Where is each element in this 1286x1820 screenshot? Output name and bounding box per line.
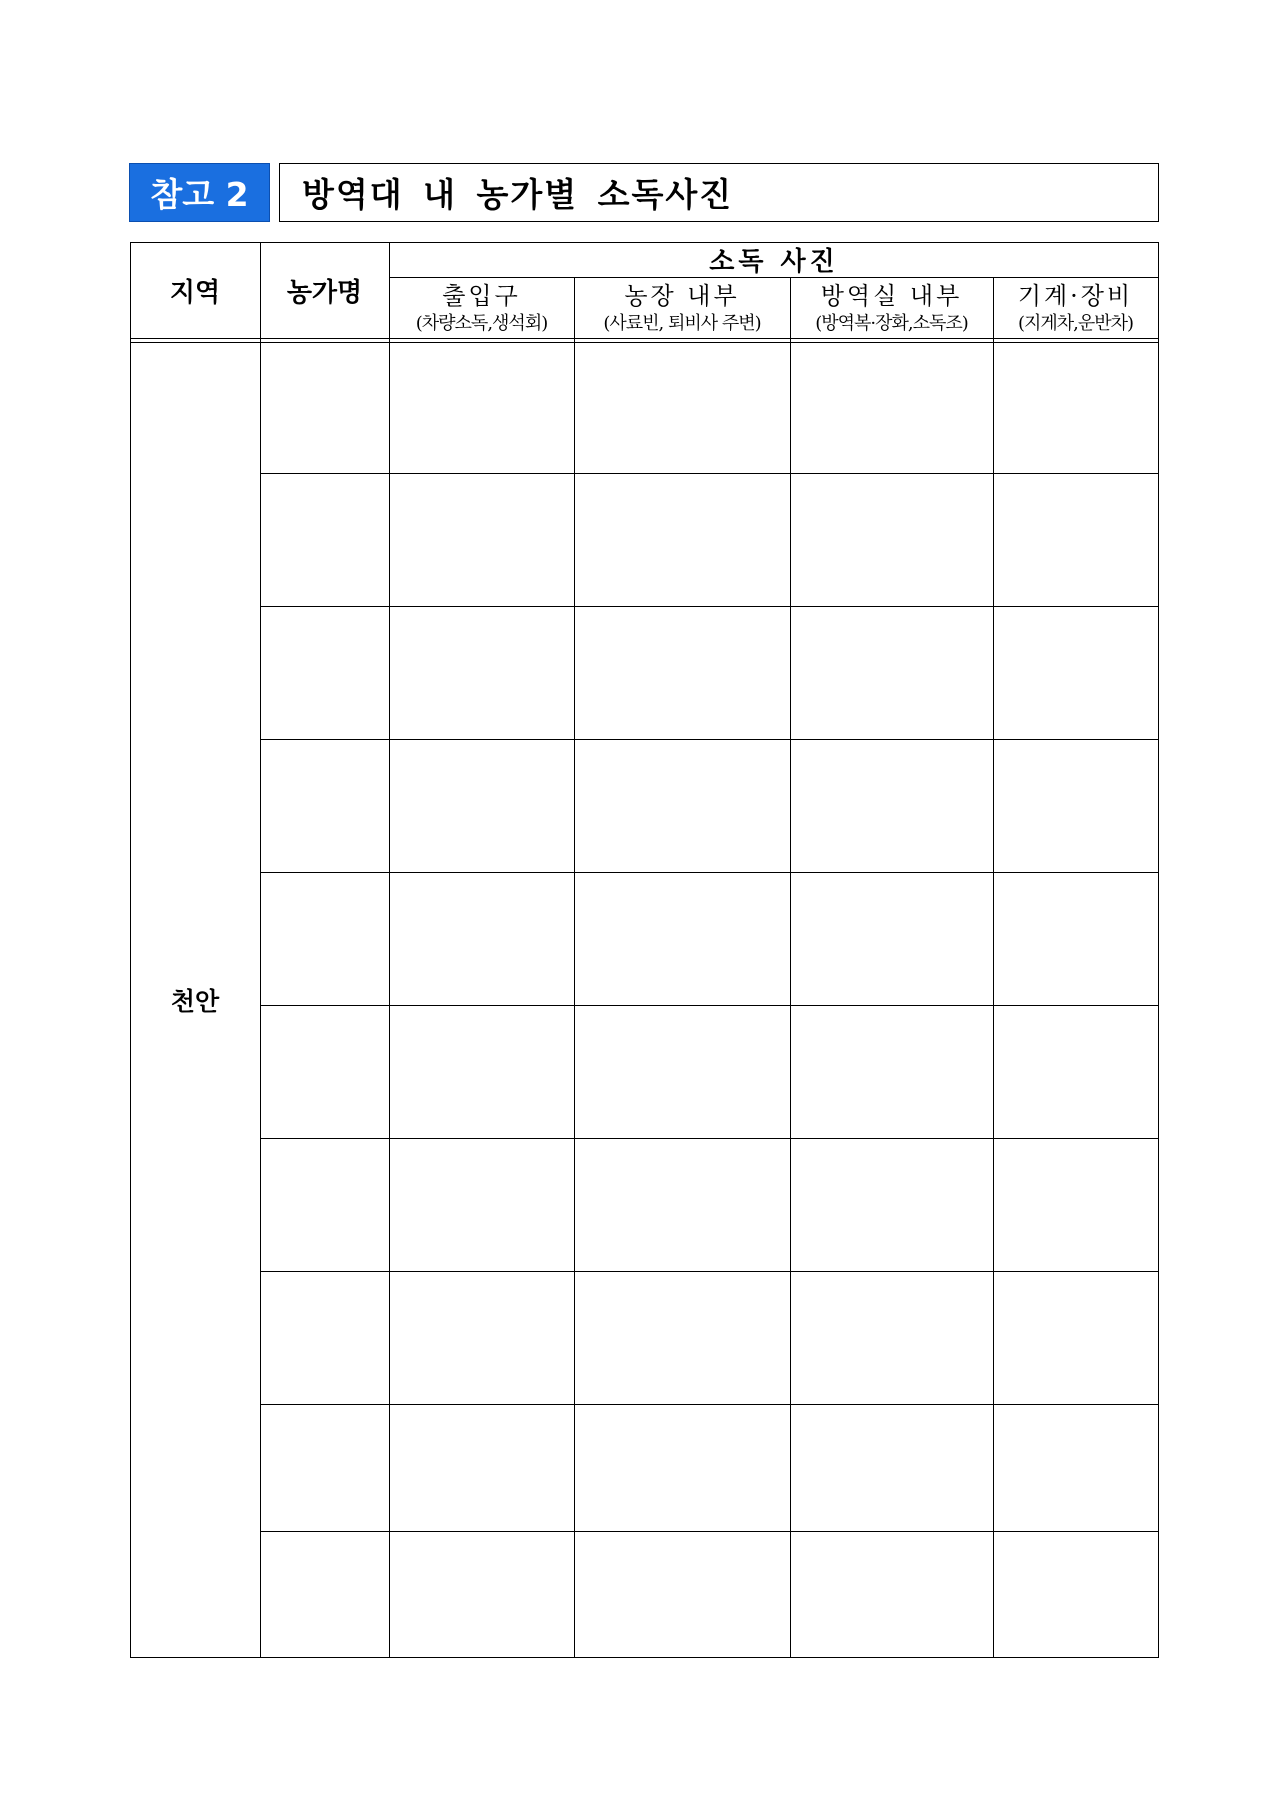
table-row <box>261 343 1158 473</box>
quarantine-room-column-header: 방역실 내부 <box>820 281 963 310</box>
reference-badge-label: 참고 2 <box>150 175 249 214</box>
quarantine-room-column-subheader: (방역복·장화,소독조) <box>815 313 968 334</box>
farm-interior-column-header: 농장 내부 <box>624 281 740 310</box>
region-column-header: 지역 <box>169 277 221 308</box>
table-row <box>261 1405 1158 1531</box>
table-row <box>261 1139 1158 1271</box>
entrance-column-header: 출입구 <box>442 281 521 310</box>
table-row <box>261 607 1158 739</box>
equipment-column-subheader: (지게차,운반차) <box>1017 313 1134 334</box>
table-row <box>261 873 1158 1005</box>
table-row <box>261 1006 1158 1138</box>
page-title-text: 방역대 내 농가별 소독사진 <box>302 175 734 214</box>
farm-interior-column-subheader: (사료빈, 퇴비사 주변) <box>603 313 761 334</box>
region-value: 천안 <box>170 986 220 1016</box>
header-double-line-top <box>130 338 1159 339</box>
table-right-border <box>1158 242 1159 1658</box>
table-bottom-border <box>130 1657 1159 1658</box>
table-row <box>261 1272 1158 1404</box>
table-row <box>261 740 1158 872</box>
disinfection-photos-header: 소독 사진 <box>709 247 839 277</box>
table-row <box>261 474 1158 606</box>
entrance-column-subheader: (차량소독,생석회) <box>415 313 548 334</box>
farm-name-column-header: 농가명 <box>286 277 363 308</box>
equipment-column-header: 기계·장비 <box>1017 281 1134 310</box>
table-row <box>261 1532 1158 1657</box>
